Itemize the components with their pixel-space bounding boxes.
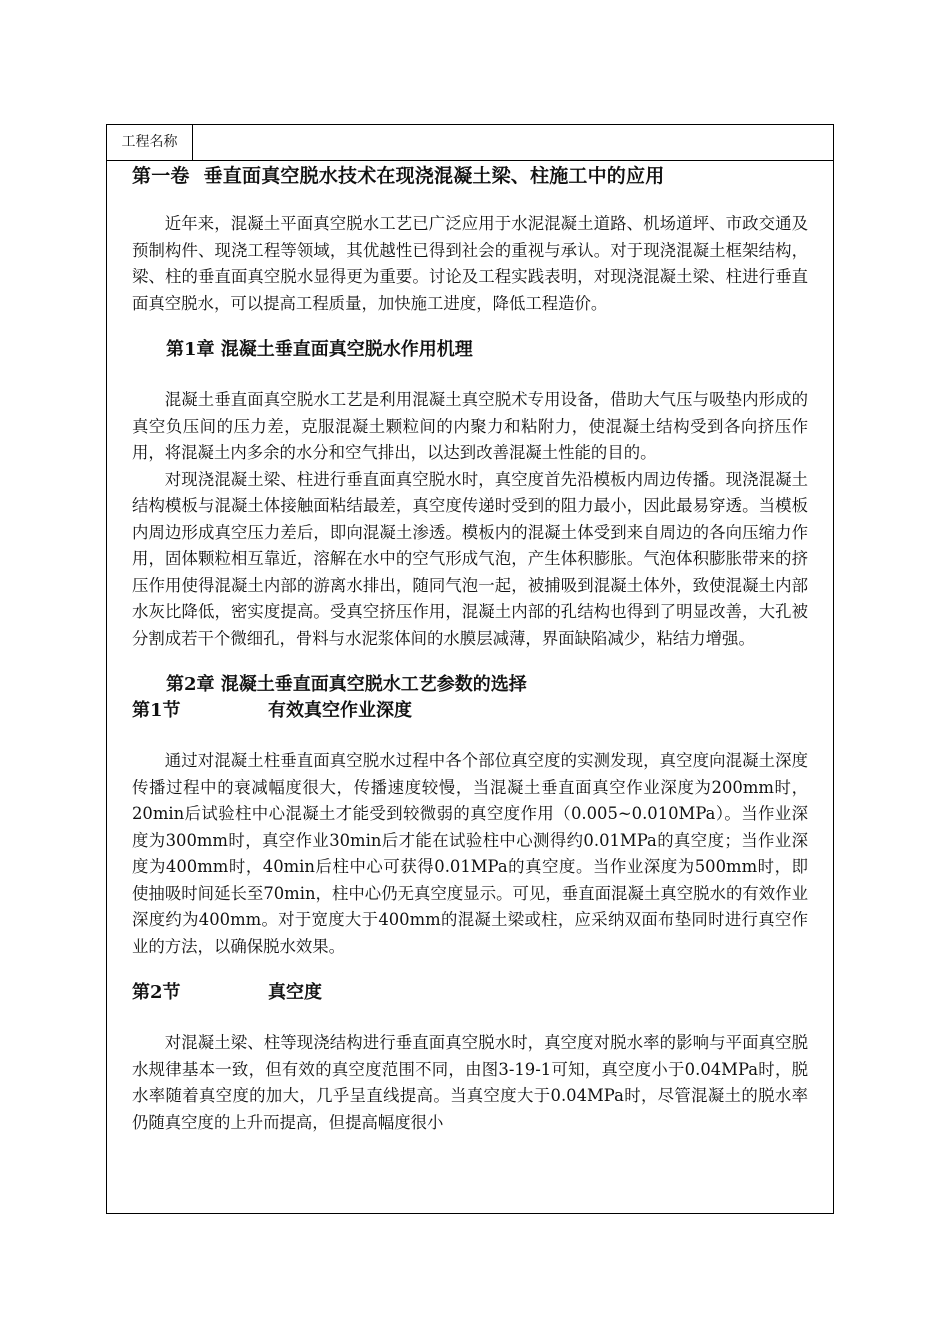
section-1-title: 有效真空作业深度 — [268, 700, 412, 721]
document-body — [107, 161, 833, 1213]
section-1-paragraph: 通过对混凝土柱垂直面真空脱水过程中各个部位真空度的实测发现，真空度向混凝土深度传播过程中的衰减幅度很大，传播速度较慢，当混凝土垂直面真空作业深度为200mm时，20min后试验柱中心混凝土才能受到较微弱的真空度作用（0.005~0.010MPa）。当作业深度为300mm时，真空作业30min后才能在试验柱中心测得约0.01MPa的真空度；当作业深度为400mm时，40min后柱中心可获得0.01MPa的真空度。当作业深度为500mm时，即使抽吸时间延长至70min，柱中心仍无真空度显示。可见，垂直面混凝土真空脱水的有效作业深度约为400mm。对于宽度大于400mm的混凝土梁或柱，应采纳双面布垫同时进行真空作业的方法，以确保脱水效果。 — [132, 751, 808, 956]
volume-title — [132, 163, 808, 189]
section-2-title: 真空度 — [268, 982, 322, 1003]
section-2-number: 第2节 — [132, 982, 181, 1003]
chapter-1-paragraph-1: 混凝土垂直面真空脱水工艺是利用混凝土真空脱术专用设备，借助大气压与吸垫内形成的真空负压间的压力差，克服混凝土颗粒间的内聚力和粘附力，使混凝土结构受到各向挤压作用，将混凝土内多余的水分和空气排出，以达到改善混凝土性能的目的。 — [132, 390, 808, 462]
chapter-2-title: 第2章 混凝土垂直面真空脱水工艺参数的选择 — [166, 674, 527, 695]
volume-number: 第一卷 — [132, 165, 190, 187]
section-1-heading — [132, 698, 808, 724]
project-name-value — [193, 125, 833, 160]
intro-paragraph: 近年来，混凝土平面真空脱水工艺已广泛应用于水泥混凝土道路、机场道坪、市政交通及预制构件、现浇工程等领域，其优越性已得到社会的重视与承认。对于现浇混凝土框架结构，梁、柱的垂直面真空脱水显得更为重要。讨论及工程实践表明，对现浇混凝土梁、柱进行垂直面真空脱水，可以提高工程质量，加快施工进度，降低工程造价。 — [132, 214, 808, 313]
volume-title-text: 垂直面真空脱水技术在现浇混凝土梁、柱施工中的应用 — [203, 165, 665, 187]
chapter-1-paragraph-2: 对现浇混凝土梁、柱进行垂直面真空脱水时，真空度首先沿模板内周边传播。现浇混凝土结构模板与混凝土体接触面粘结最差，真空度传递时受到的阻力最小，因此最易穿透。当模板内周边形成真空压力差后，即向混凝土渗透。模板内的混凝土体受到来自周边的各向压缩力作用，固体颗粒相互靠近，溶解在水中的空气形成气泡，产生体积膨胀。气泡体积膨胀带来的挤压作用使得混凝土内部的游离水排出，随同气泡一起，被捕吸到混凝土体外，致使混凝土内部水灰比降低，密实度提高。受真空挤压作用，混凝土内部的孔结构也得到了明显改善，大孔被分割成若干个微细孔，骨料与水泥浆体间的水膜层减薄，界面缺陷减少，粘结力增强。 — [132, 469, 808, 648]
header-row — [107, 125, 833, 161]
document-frame — [106, 124, 834, 1214]
chapter-1-title: 第1章 混凝土垂直面真空脱水作用机理 — [166, 339, 473, 360]
project-name-label: 工程名称 — [107, 125, 193, 160]
section-1-number: 第1节 — [132, 700, 181, 721]
section-2-paragraph: 对混凝土梁、柱等现浇结构进行垂直面真空脱水时，真空度对脱水率的影响与平面真空脱水规律基本一致，但有效的真空度范围不同，由图3-19-1可知，真空度小于0.04MPa时，脱水率随着真空度的加大，几乎呈直线提高。当真空度大于0.04MPa时，尽管混凝土的脱水率仍随真空度的上升而提高，但提高幅度很小 — [132, 1033, 808, 1132]
section-2-heading — [132, 980, 808, 1006]
